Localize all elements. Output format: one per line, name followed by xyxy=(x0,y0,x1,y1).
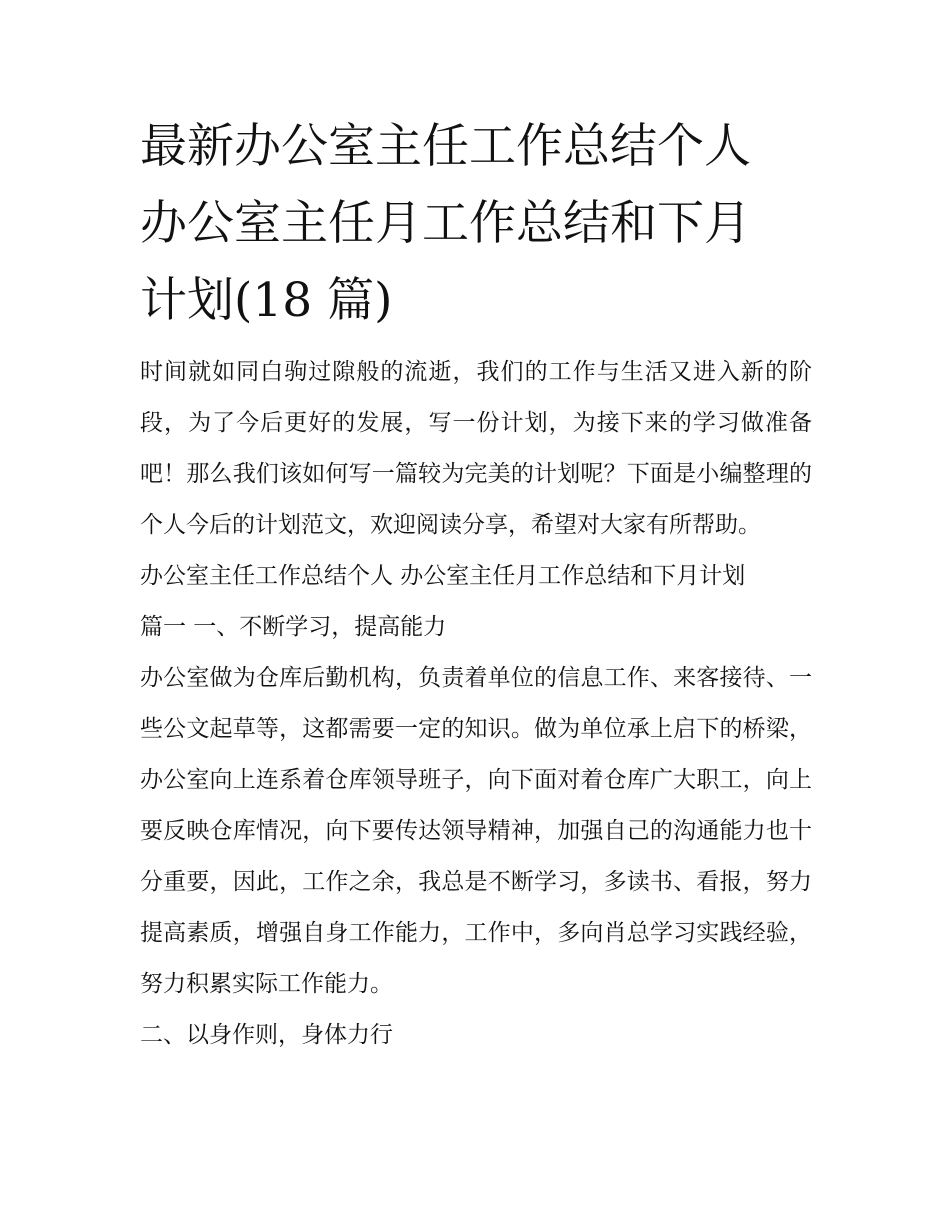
title-line-1: 最新办公室主任工作总结个人 xyxy=(140,119,751,174)
section-subtitle: 篇一 一、不断学习，提高能力 xyxy=(140,614,447,640)
document-page xyxy=(140,108,812,1061)
title-line-2: 办公室主任月工作总结和下月 xyxy=(140,196,751,251)
document-title xyxy=(140,108,812,339)
body-paragraph: 办公室做为仓库后勤机构，负责着单位的信息工作、来客接待、一些公文起草等，这都需要一定的知识。做为单位承上启下的桥梁，办公室向上连系着仓库领导班子，向下面对着仓库广大职工，向上要反映仓库情况，向下要传达领导精神，加强自己的沟通能力也十分重要，因此，工作之余，我总是不断学习，多读书、看报，努力提高素质，增强自身工作能力，工作中，多向肖总学习实践经验，努力积累实际工作能力。 xyxy=(140,665,812,997)
intro-paragraph: 时间就如同白驹过隙般的流逝，我们的工作与生活又进入新的阶段，为了今后更好的发展，写一份计划，为接下来的学习做准备吧！那么我们该如何写一篇较为完美的计划呢？下面是小编整理的个人今后的计划范文，欢迎阅读分享，希望对大家有所帮助。 xyxy=(140,359,812,538)
section-title: 办公室主任工作总结个人 办公室主任月工作总结和下月计划 xyxy=(140,563,746,589)
title-line-3: 计划(18 篇) xyxy=(140,273,393,328)
heading-two: 二、以身作则，身体力行 xyxy=(140,1022,393,1048)
